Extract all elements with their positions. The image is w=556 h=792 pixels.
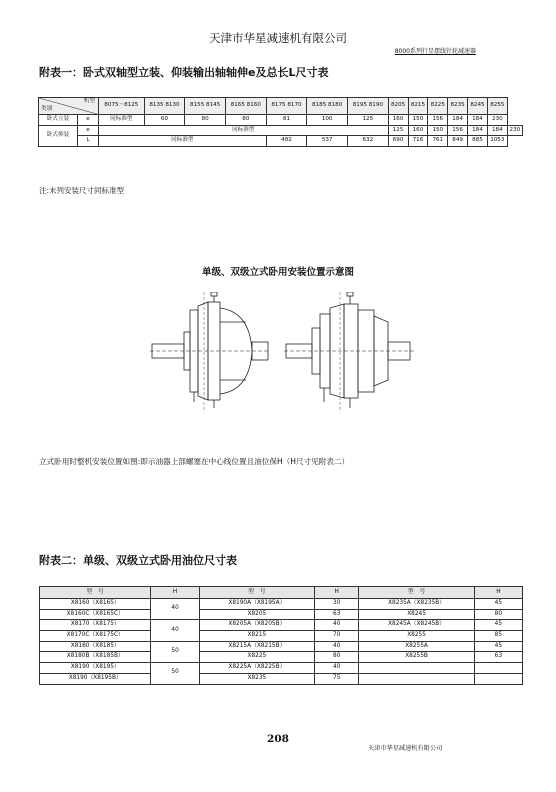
table-cell: 同标准型 bbox=[99, 115, 145, 126]
reducer-drawing-right bbox=[284, 292, 414, 412]
table-cell: X8245 bbox=[359, 609, 474, 620]
table-cell: X8245A（X8245B） bbox=[359, 620, 474, 631]
model-header: 8205 bbox=[388, 98, 408, 115]
table-cell: X8255 bbox=[359, 631, 474, 642]
col-header-h: H bbox=[474, 587, 522, 599]
table1-header-row bbox=[39, 98, 523, 115]
table-cell: 40 bbox=[151, 620, 199, 641]
model-header: 8155 8145 bbox=[185, 98, 226, 115]
table-cell: 63 bbox=[474, 652, 522, 663]
table1-corner-cell bbox=[39, 98, 99, 115]
table-cell: 184 bbox=[468, 125, 488, 136]
table-cell: 40 bbox=[315, 641, 359, 652]
company-header: 天津市华星减速机有限公司 bbox=[209, 31, 347, 45]
row-symbol: e bbox=[78, 115, 99, 126]
row-symbol: e bbox=[78, 125, 99, 136]
table-cell: 125 bbox=[348, 115, 389, 126]
company-footer: 天津市华星减速机有限公司 bbox=[368, 745, 443, 752]
table-cell: 45 bbox=[474, 641, 522, 652]
model-header: 8195 8190 bbox=[348, 98, 389, 115]
table-cell: 81 bbox=[266, 115, 307, 126]
corner-bottom-label: 类别 bbox=[41, 106, 53, 113]
table-cell: 150 bbox=[428, 125, 448, 136]
table-cell: 885 bbox=[468, 136, 488, 147]
table-cell: X8170C（X8175C） bbox=[40, 631, 151, 642]
table-row bbox=[40, 609, 523, 620]
model-header: 8235 bbox=[448, 98, 468, 115]
table-cell: 184 bbox=[468, 115, 488, 126]
series-subtitle: 8000系列行星摆线针轮减速器 bbox=[394, 48, 476, 55]
table1-note: 注:未列安装尺寸同标准型 bbox=[39, 186, 125, 195]
table1 bbox=[38, 97, 523, 147]
table-cell: 63 bbox=[315, 609, 359, 620]
table-cell: 80 bbox=[315, 652, 359, 663]
table-cell: 同标准型 bbox=[99, 125, 389, 136]
table-row bbox=[39, 125, 523, 136]
table-cell: 60 bbox=[144, 115, 185, 126]
table-cell: 40 bbox=[151, 599, 199, 620]
model-header: 8215 bbox=[408, 98, 428, 115]
table-row bbox=[40, 631, 523, 642]
table-row bbox=[40, 673, 523, 684]
model-header: 8225 bbox=[428, 98, 448, 115]
col-header-model: 型 号 bbox=[40, 587, 151, 599]
table-cell: X8215 bbox=[199, 631, 314, 642]
table-cell: 184 bbox=[487, 125, 507, 136]
table-cell: 80 bbox=[225, 115, 266, 126]
table-cell: 80 bbox=[474, 609, 522, 620]
model-header: 8075～8125 bbox=[99, 98, 145, 115]
table-cell bbox=[474, 663, 522, 674]
table-cell: X8225A（X8225B） bbox=[199, 663, 314, 674]
table-row bbox=[40, 620, 523, 631]
table-cell: 184 bbox=[448, 115, 468, 126]
diagram-title: 单级、双级立式卧用安装位置示意图 bbox=[201, 267, 354, 278]
table-row bbox=[40, 599, 523, 610]
page-number: 208 bbox=[267, 733, 289, 745]
table-cell: 40 bbox=[315, 620, 359, 631]
table-cell: 632 bbox=[348, 136, 389, 147]
table-cell: 80 bbox=[185, 115, 226, 126]
table-row bbox=[39, 136, 523, 147]
table-cell: X8235A（X8235B） bbox=[359, 599, 474, 610]
col-header-model: 型 号 bbox=[359, 587, 474, 599]
table-cell: 482 bbox=[266, 136, 307, 147]
table-cell: 85 bbox=[474, 631, 522, 642]
table-row bbox=[40, 641, 523, 652]
table-cell: 70 bbox=[315, 631, 359, 642]
table-cell: X8205A（X8205B） bbox=[199, 620, 314, 631]
table-cell: 45 bbox=[474, 599, 522, 610]
table-cell: X8255B bbox=[359, 652, 474, 663]
table-cell: X8190A（X8195A） bbox=[199, 599, 314, 610]
table-cell: X8190（X8195B） bbox=[40, 673, 151, 684]
table-cell: 761 bbox=[428, 136, 448, 147]
table-cell: 690 bbox=[388, 136, 408, 147]
table-cell: 1053 bbox=[487, 136, 507, 147]
table2 bbox=[39, 586, 523, 685]
model-header: 8185 8180 bbox=[307, 98, 348, 115]
col-header-h: H bbox=[315, 587, 359, 599]
table-cell: X8180（X8185） bbox=[40, 641, 151, 652]
table-cell bbox=[359, 673, 474, 684]
diagram-description: 立式卧用时整机安装位置如图:即示油器上部螺塞在中心线位置且油位保H（H尺寸见附表二） bbox=[39, 457, 350, 466]
table-cell: X8180B（X8185B） bbox=[40, 652, 151, 663]
table-cell: X8160（X8165） bbox=[40, 599, 151, 610]
table-cell: 849 bbox=[448, 136, 468, 147]
table-cell: 同标准型 bbox=[99, 136, 267, 147]
table-cell: X8225 bbox=[199, 652, 314, 663]
table-cell: 160 bbox=[408, 125, 428, 136]
table-cell: X8205 bbox=[199, 609, 314, 620]
table1-title: 附表一：卧式双轴型立装、仰装输出轴轴伸e及总长L尺寸表 bbox=[39, 66, 329, 79]
table-cell: 716 bbox=[408, 136, 428, 147]
table2-title: 附表二：单级、双级立式卧用油位尺寸表 bbox=[39, 554, 237, 567]
table-cell: 230 bbox=[507, 125, 522, 136]
table-cell: 160 bbox=[388, 115, 408, 126]
table-cell: 150 bbox=[408, 115, 428, 126]
table-cell: 45 bbox=[474, 620, 522, 631]
row-symbol: L bbox=[78, 136, 99, 147]
table-cell: X8170（X8175） bbox=[40, 620, 151, 631]
table-cell: 50 bbox=[151, 641, 199, 662]
table-row bbox=[39, 115, 523, 126]
row-label: 卧式仰装 bbox=[39, 125, 78, 146]
table-cell: X8160C（X8165C） bbox=[40, 609, 151, 620]
table-cell: 40 bbox=[315, 663, 359, 674]
col-header-h: H bbox=[151, 587, 199, 599]
table-cell: 125 bbox=[388, 125, 408, 136]
reducer-drawing-left bbox=[150, 292, 270, 412]
table-cell: X8255A bbox=[359, 641, 474, 652]
table-cell: 156 bbox=[428, 115, 448, 126]
table-cell bbox=[474, 673, 522, 684]
table2-header-row bbox=[40, 587, 523, 599]
table-cell: 30 bbox=[315, 599, 359, 610]
table-cell: 156 bbox=[448, 125, 468, 136]
col-header-model: 型 号 bbox=[199, 587, 314, 599]
table-cell: 230 bbox=[487, 115, 507, 126]
table-cell: X8235 bbox=[199, 673, 314, 684]
table-cell: X8215A（X8215B） bbox=[199, 641, 314, 652]
table-cell: 100 bbox=[307, 115, 348, 126]
table-cell: 537 bbox=[307, 136, 348, 147]
table-cell: 75 bbox=[315, 673, 359, 684]
table-cell: X8190（X8195） bbox=[40, 663, 151, 674]
model-header: 8255 bbox=[487, 98, 507, 115]
corner-top-label: 机型 bbox=[83, 98, 95, 104]
table-cell: 50 bbox=[151, 663, 199, 684]
model-header: 8135 8130 bbox=[144, 98, 185, 115]
table-row bbox=[40, 652, 523, 663]
model-header: 8165 8160 bbox=[225, 98, 266, 115]
table-cell bbox=[359, 663, 474, 674]
model-header: 8175 8170 bbox=[266, 98, 307, 115]
model-header: 8245 bbox=[468, 98, 488, 115]
row-label: 卧式立装 bbox=[39, 115, 78, 126]
table-row bbox=[40, 663, 523, 674]
